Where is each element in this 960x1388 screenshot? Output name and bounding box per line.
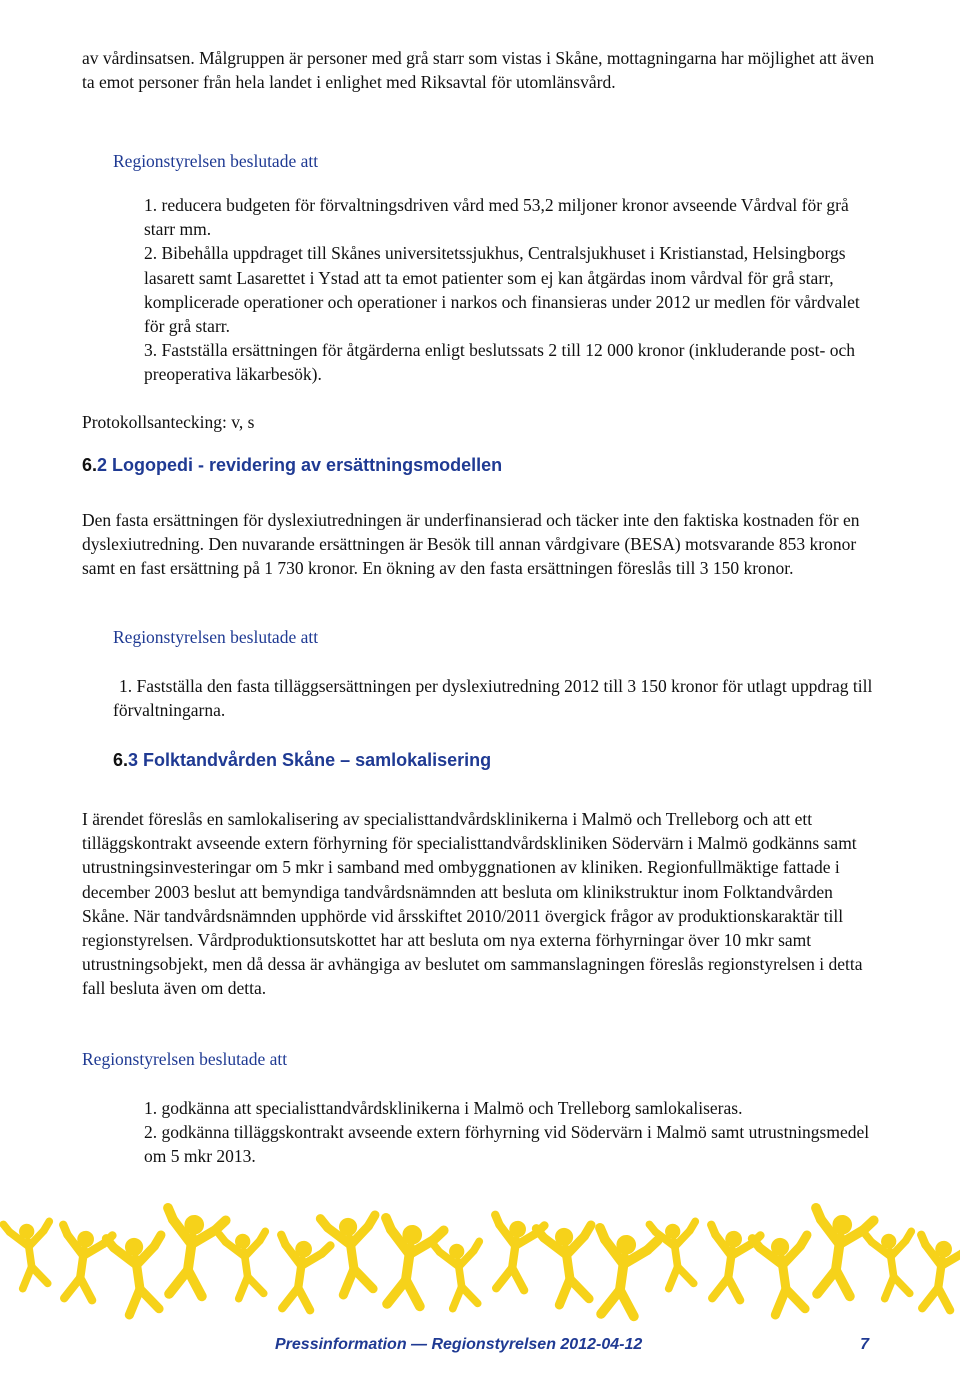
figure-icon [649,1218,704,1290]
figure-icon [911,1235,960,1314]
decision-list-6-2 [113,674,883,722]
page-number: 7 [860,1336,869,1353]
page-footer [275,1336,875,1360]
heading-6-3 [113,748,491,772]
figure-icon [588,1228,658,1320]
figure-icon [433,1238,488,1310]
item-number: 2. [144,243,158,264]
decision-label-6-3: Regionstyrelsen beslutade att [82,1049,288,1069]
item-text: godkänna tilläggskontrakt avseende extern förhyrning vid Södervärn i Malmö samt utrustningsmedel om 5 mkr 2013. [144,1122,870,1167]
footer-title: Pressinformation — Regionstyrelsen 2012-04-12 [275,1336,643,1353]
item-text: Bibehålla uppdraget till Skånes universitetssjukhus, Centralsjukhuset i Kristianstad, Helsingborgs lasarett samt Lasarettet i Ystad att ta emot patienter som ej kan åtgärdas inom vårdval för grå starr, komplicerade operationer och operationer i narkos och finansieras under 2012 ur medlen för vårdvalet för grå starr. [144,243,860,337]
figure-icon [156,1208,226,1300]
list-item [144,1120,884,1168]
decorative-figures-border [0,1200,960,1330]
item-text: Fastställa den fasta tilläggsersättningen per dyslexiutredning 2012 till 3 150 kronor för utlagt uppdrag till förvaltningarna. [113,676,873,721]
decision-label-6-2: Regionstyrelsen beslutade att [113,627,319,647]
heading-6-2 [82,453,502,477]
list-item [144,1096,884,1120]
decision-label-a: Regionstyrelsen beslutade att [113,151,319,171]
list-item [144,338,884,386]
heading-number: 6. [82,455,98,475]
protocol-note: Protokollsantecking: v, s [82,412,255,432]
figure-icon [536,1221,601,1307]
paragraph-6-2: Den fasta ersättningen för dyslexiutredningen är underfinansierad och täcker inte den faktiska kostnaden för en dyslexiutredning. Den nuvarande ersättningen är Besök till annan vårdgivare (BESA) motsvarande 853 kronor samt en fast ersättning på 1 730 kronor. En ökning av den fasta ersättningen föreslås till 3 150 kronor. [82,510,860,579]
list-item [113,674,883,722]
item-text: Fastställa ersättningen för åtgärderna enligt beslutssats 2 till 12 000 kronor (inkluderande post- och preoperativa läkarbesök). [144,340,856,385]
intro-paragraph: av vårdinsatsen. Målgruppen är personer med grå starr som vistas i Skåne, mottagningarna har möjlighet att även ta emot personer från hela landet i enlighet med Riksavtal för utomlänsvård. [82,48,875,93]
paragraph-6-3: I ärendet föreslås en samlokalisering av specialisttandvårdsklinikerna i Malmö och Trelleborg och att ett tilläggskontrakt avseende extern förhyrning för specialisttandvårdskliniken Södervärn i Malmö godkänns samt utrustningsinvesteringar om 5 mkr i samband med ombyggnationen av kliniken. Regionfullmäktige fattade i december 2003 beslut att bemyndiga tandvårdsnämnden att besluta om klinikstruktur inom Folktandvården Skåne. När tandvårdsnämnden upphörde vid årsskiftet 2010/2011 övergick frågor av produktionskaraktär till regionstyrelsen. Vårdproduktionsutskottet har att besluta om nya externa förhyrningar över 10 mkr samt utrustningsobjekt, men då dessa är avhängiga av beslutet om sammanslagningen föreslås regionstyrelsen i detta fall besluta även om detta. [82,809,863,999]
item-number: 2. [144,1122,158,1143]
figure-icon [320,1211,385,1297]
figure-icon [3,1218,58,1290]
heading-number: 6. [113,750,129,770]
item-number: 1. [119,676,133,696]
figure-icon [865,1228,920,1300]
figure-icon [374,1218,444,1310]
figure-icon [106,1231,171,1317]
decision-list-a [144,193,884,387]
figure-icon [219,1228,274,1300]
list-item [144,241,884,338]
item-number: 1. [144,1098,158,1118]
list-item [144,193,884,241]
item-number: 1. [144,195,158,215]
figure-icon [804,1208,874,1300]
item-text: godkänna att specialisttandvårdsklinikerna i Malmö och Trelleborg samlokaliseras. [161,1098,743,1118]
item-number: 3. [144,340,158,361]
item-text: reducera budgeten för förvaltningsdriven vård med 53,2 miljoner kronor avseende Vårdval för grå starr mm. [144,195,849,240]
heading-title: 3 Folktandvården Skåne – samlokalisering [128,750,492,770]
figure-icon [752,1231,817,1317]
figure-icon [271,1235,331,1314]
heading-title: 2 Logopedi - revidering av ersättningsmodellen [97,455,503,475]
decision-list-6-3 [144,1096,884,1169]
